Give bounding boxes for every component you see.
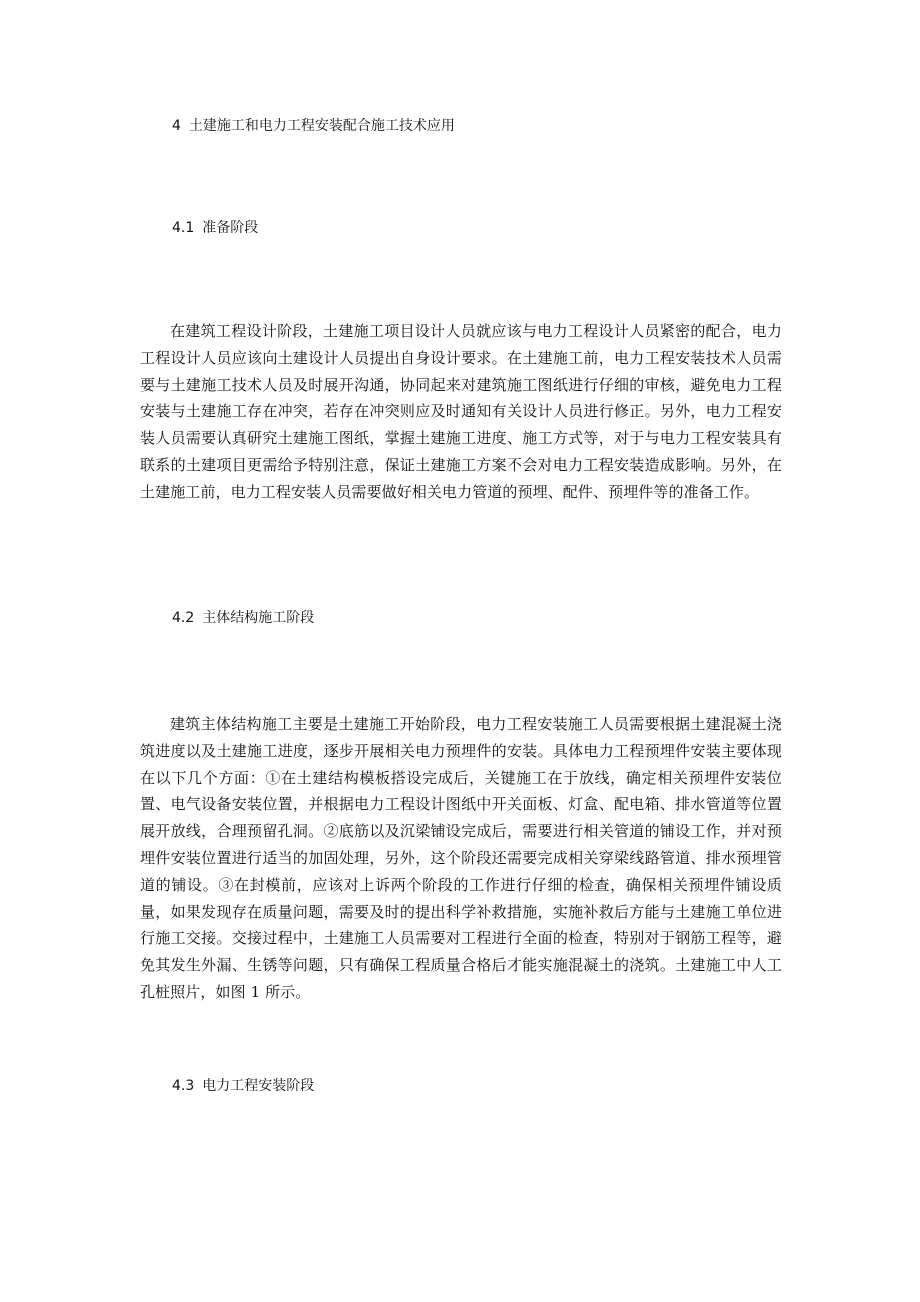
- section-4-2-paragraph: 建筑主体结构施工主要是土建施工开始阶段，电力工程安装施工人员需要根据土建混凝土浇筑进度以及土建施工进度，逐步开展相关电力预埋件的安装。具体电力工程预埋件安装主要体现在以下几个方面：①在土建结构模板搭设完成后，关键施工在于放线，确定相关预埋件安装位置、电气设备安装位置，并根据电力工程设计图纸中开关面板、灯盒、配电箱、排水管道等位置展开放线，合理预留孔洞。②底筋以及沉梁铺设完成后，需要进行相关管道的铺设工作，并对预埋件安装位置进行适当的加固处理，另外，这个阶段还需要完成相关穿梁线路管道、排水预埋管道的铺设。③在封模前，应该对上诉两个阶段的工作进行仔细的检查，确保相关预埋件铺设质量，如果发现存在质量问题，需要及时的提出科学补救措施，实施补救后方能与土建施工单位进行施工交接。交接过程中，土建施工人员需要对工程进行全面的检查，特别对于钢筋工程等，避免其发生外漏、生锈等问题，只有确保工程质量合格后才能实施混凝土的浇筑。土建施工中人工孔桩照片，如图 1 所示。: [140, 715, 782, 1001]
- section-4-1-heading: [172, 218, 258, 238]
- section-4-number: 4: [172, 118, 181, 134]
- section-4-2-heading: [172, 608, 314, 628]
- section-4-heading: [172, 116, 455, 136]
- section-4-2-title: 主体结构施工阶段: [202, 610, 315, 626]
- section-4-1-title: 准备阶段: [202, 220, 259, 236]
- section-4-3-number: 4.3: [172, 1078, 195, 1094]
- section-4-3-title: 电力工程安装阶段: [202, 1078, 315, 1094]
- section-4-3-heading: [172, 1076, 314, 1096]
- section-4-1-number: 4.1: [172, 220, 195, 236]
- section-4-title: 土建施工和电力工程安装配合施工技术应用: [188, 118, 455, 134]
- section-4-2-number: 4.2: [172, 610, 195, 626]
- section-4-1-paragraph: 在建筑工程设计阶段，土建施工项目设计人员就应该与电力工程设计人员紧密的配合，电力工程设计人员应该向土建设计人员提出自身设计要求。在土建施工前，电力工程安装技术人员需要与土建施工技术人员及时展开沟通，协同起来对建筑施工图纸进行仔细的审核，避免电力工程安装与土建施工存在冲突，若存在冲突则应及时通知有关设计人员进行修正。另外，电力工程安装人员需要认真研究土建施工图纸，掌握土建施工进度、施工方式等，对于与电力工程安装具有联系的土建项目更需给予特别注意，保证土建施工方案不会对电力工程安装造成影响。另外，在土建施工前，电力工程安装人员需要做好相关电力管道的预埋、配件、预埋件等的准备工作。: [140, 322, 782, 501]
